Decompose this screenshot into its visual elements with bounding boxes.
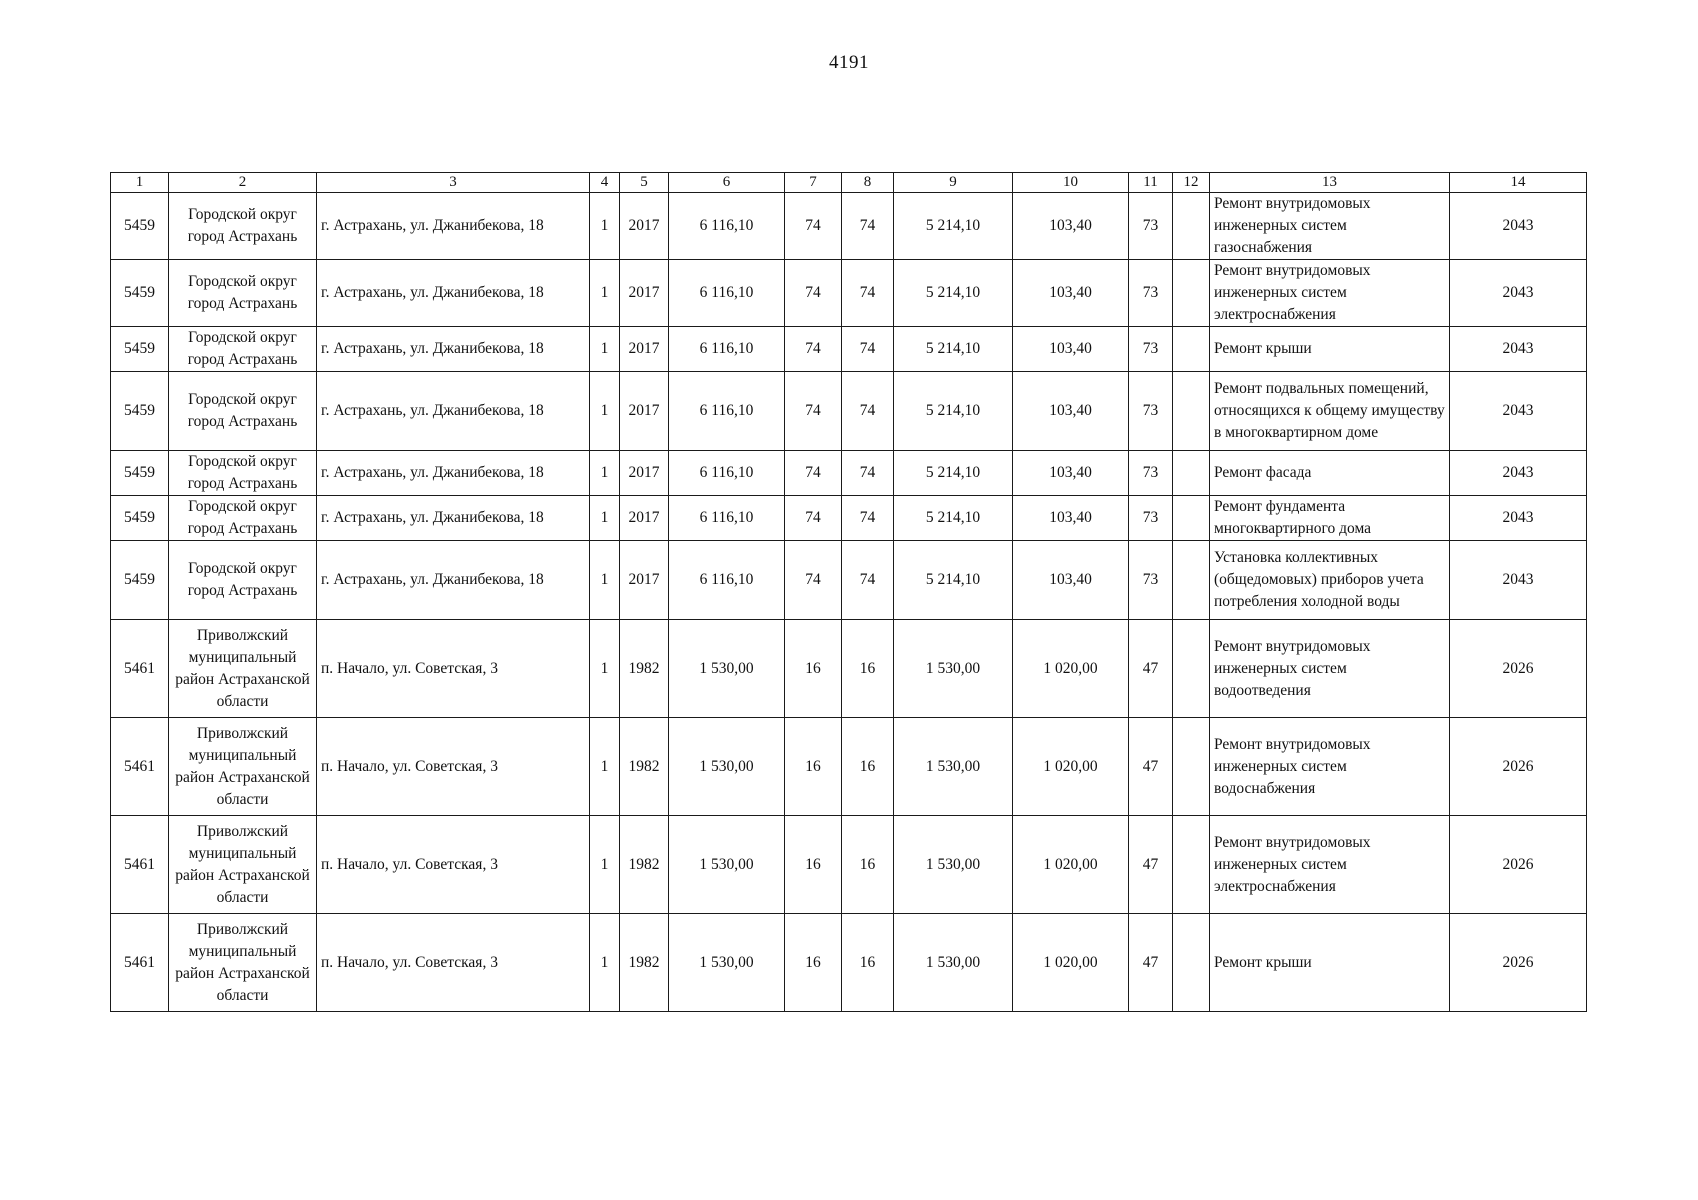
address-cell: п. Начало, ул. Советская, 3: [317, 620, 590, 718]
table-row: [111, 327, 1587, 372]
house-id-cell: 5459: [111, 327, 169, 372]
year-cell: 2017: [620, 496, 669, 541]
year-cell: 2017: [620, 541, 669, 620]
living-area-cell: 5 214,10: [894, 260, 1013, 327]
work-type-cell: Ремонт внутридомовых инженерных систем электроснабжения: [1210, 816, 1450, 914]
work-type-cell: Установка коллективных (общедомовых) приборов учета потребления холодной воды: [1210, 541, 1450, 620]
planned-year-cell: 2043: [1450, 496, 1587, 541]
year-cell: 1982: [620, 816, 669, 914]
total-area-cell: 1 530,00: [669, 718, 785, 816]
column-header: 11: [1129, 173, 1173, 193]
col7-cell: 16: [785, 718, 842, 816]
house-id-cell: 5461: [111, 620, 169, 718]
house-id-cell: 5459: [111, 451, 169, 496]
municipality-cell: Городской округ город Астрахань: [169, 451, 317, 496]
address-cell: г. Астрахань, ул. Джанибекова, 18: [317, 541, 590, 620]
column-header: 6: [669, 173, 785, 193]
year-cell: 1982: [620, 914, 669, 1012]
total-area-cell: 6 116,10: [669, 193, 785, 260]
col10-cell: 103,40: [1013, 372, 1129, 451]
living-area-cell: 5 214,10: [894, 451, 1013, 496]
page-number: 4191: [829, 52, 869, 73]
planned-year-cell: 2026: [1450, 914, 1587, 1012]
col4-cell: 1: [590, 193, 620, 260]
col10-cell: 103,40: [1013, 260, 1129, 327]
table-row: [111, 193, 1587, 260]
planned-year-cell: 2026: [1450, 816, 1587, 914]
planned-year-cell: 2043: [1450, 327, 1587, 372]
work-type-cell: Ремонт крыши: [1210, 914, 1450, 1012]
col12-cell: [1173, 718, 1210, 816]
column-header: 1: [111, 173, 169, 193]
col10-cell: 1 020,00: [1013, 914, 1129, 1012]
col4-cell: 1: [590, 260, 620, 327]
living-area-cell: 1 530,00: [894, 914, 1013, 1012]
living-area-cell: 1 530,00: [894, 816, 1013, 914]
total-area-cell: 6 116,10: [669, 372, 785, 451]
col8-cell: 74: [842, 193, 894, 260]
col7-cell: 74: [785, 451, 842, 496]
column-header: 9: [894, 173, 1013, 193]
planned-year-cell: 2043: [1450, 541, 1587, 620]
total-area-cell: 6 116,10: [669, 451, 785, 496]
col11-cell: 73: [1129, 451, 1173, 496]
table-row: [111, 718, 1587, 816]
year-cell: 2017: [620, 193, 669, 260]
municipality-cell: Приволжский муниципальный район Астраханской области: [169, 620, 317, 718]
planned-year-cell: 2043: [1450, 193, 1587, 260]
planned-year-cell: 2043: [1450, 260, 1587, 327]
column-header: 12: [1173, 173, 1210, 193]
work-type-cell: Ремонт фасада: [1210, 451, 1450, 496]
col12-cell: [1173, 496, 1210, 541]
col12-cell: [1173, 327, 1210, 372]
living-area-cell: 5 214,10: [894, 327, 1013, 372]
col8-cell: 16: [842, 718, 894, 816]
table-row: [111, 372, 1587, 451]
col4-cell: 1: [590, 496, 620, 541]
house-id-cell: 5461: [111, 914, 169, 1012]
col8-cell: 74: [842, 496, 894, 541]
total-area-cell: 6 116,10: [669, 327, 785, 372]
column-header: 10: [1013, 173, 1129, 193]
house-id-cell: 5459: [111, 260, 169, 327]
table-row: [111, 496, 1587, 541]
total-area-cell: 1 530,00: [669, 914, 785, 1012]
total-area-cell: 6 116,10: [669, 260, 785, 327]
col7-cell: 16: [785, 816, 842, 914]
column-header: 5: [620, 173, 669, 193]
year-cell: 1982: [620, 718, 669, 816]
total-area-cell: 1 530,00: [669, 620, 785, 718]
col12-cell: [1173, 541, 1210, 620]
living-area-cell: 1 530,00: [894, 718, 1013, 816]
col4-cell: 1: [590, 620, 620, 718]
living-area-cell: 1 530,00: [894, 620, 1013, 718]
living-area-cell: 5 214,10: [894, 496, 1013, 541]
col4-cell: 1: [590, 816, 620, 914]
house-id-cell: 5459: [111, 541, 169, 620]
column-header: 14: [1450, 173, 1587, 193]
col10-cell: 103,40: [1013, 451, 1129, 496]
col10-cell: 1 020,00: [1013, 816, 1129, 914]
col8-cell: 16: [842, 620, 894, 718]
address-cell: г. Астрахань, ул. Джанибекова, 18: [317, 451, 590, 496]
municipality-cell: Приволжский муниципальный район Астраханской области: [169, 718, 317, 816]
col11-cell: 73: [1129, 327, 1173, 372]
year-cell: 2017: [620, 451, 669, 496]
col10-cell: 1 020,00: [1013, 620, 1129, 718]
col8-cell: 16: [842, 914, 894, 1012]
housing-register-table: [110, 172, 1587, 1012]
municipality-cell: Приволжский муниципальный район Астраханской области: [169, 816, 317, 914]
col7-cell: 16: [785, 914, 842, 1012]
col12-cell: [1173, 260, 1210, 327]
work-type-cell: Ремонт подвальных помещений, относящихся к общему имуществу в многоквартирном доме: [1210, 372, 1450, 451]
col8-cell: 74: [842, 327, 894, 372]
col7-cell: 74: [785, 327, 842, 372]
address-cell: г. Астрахань, ул. Джанибекова, 18: [317, 327, 590, 372]
table-row: [111, 451, 1587, 496]
col10-cell: 103,40: [1013, 541, 1129, 620]
col11-cell: 47: [1129, 718, 1173, 816]
col11-cell: 73: [1129, 193, 1173, 260]
work-type-cell: Ремонт внутридомовых инженерных систем электроснабжения: [1210, 260, 1450, 327]
municipality-cell: Городской округ город Астрахань: [169, 372, 317, 451]
column-header: 8: [842, 173, 894, 193]
house-id-cell: 5459: [111, 193, 169, 260]
municipality-cell: Приволжский муниципальный район Астраханской области: [169, 914, 317, 1012]
table-row: [111, 260, 1587, 327]
col4-cell: 1: [590, 718, 620, 816]
address-cell: г. Астрахань, ул. Джанибекова, 18: [317, 193, 590, 260]
col8-cell: 74: [842, 451, 894, 496]
column-header: 2: [169, 173, 317, 193]
col10-cell: 103,40: [1013, 327, 1129, 372]
col4-cell: 1: [590, 451, 620, 496]
col7-cell: 74: [785, 193, 842, 260]
col12-cell: [1173, 816, 1210, 914]
year-cell: 2017: [620, 372, 669, 451]
column-header: 7: [785, 173, 842, 193]
column-number-row: [111, 173, 1587, 193]
municipality-cell: Городской округ город Астрахань: [169, 541, 317, 620]
col7-cell: 74: [785, 541, 842, 620]
column-header: 4: [590, 173, 620, 193]
living-area-cell: 5 214,10: [894, 541, 1013, 620]
col7-cell: 74: [785, 496, 842, 541]
column-header: 13: [1210, 173, 1450, 193]
living-area-cell: 5 214,10: [894, 193, 1013, 260]
address-cell: п. Начало, ул. Советская, 3: [317, 914, 590, 1012]
house-id-cell: 5461: [111, 816, 169, 914]
planned-year-cell: 2043: [1450, 372, 1587, 451]
address-cell: г. Астрахань, ул. Джанибекова, 18: [317, 372, 590, 451]
col10-cell: 1 020,00: [1013, 718, 1129, 816]
col12-cell: [1173, 914, 1210, 1012]
work-type-cell: Ремонт внутридомовых инженерных систем газоснабжения: [1210, 193, 1450, 260]
municipality-cell: Городской округ город Астрахань: [169, 260, 317, 327]
col7-cell: 74: [785, 260, 842, 327]
col4-cell: 1: [590, 327, 620, 372]
col10-cell: 103,40: [1013, 193, 1129, 260]
col4-cell: 1: [590, 372, 620, 451]
year-cell: 2017: [620, 327, 669, 372]
col11-cell: 47: [1129, 620, 1173, 718]
municipality-cell: Городской округ город Астрахань: [169, 193, 317, 260]
col8-cell: 74: [842, 372, 894, 451]
col7-cell: 74: [785, 372, 842, 451]
planned-year-cell: 2026: [1450, 620, 1587, 718]
col11-cell: 47: [1129, 914, 1173, 1012]
year-cell: 1982: [620, 620, 669, 718]
address-cell: г. Астрахань, ул. Джанибекова, 18: [317, 260, 590, 327]
column-header: 3: [317, 173, 590, 193]
col11-cell: 73: [1129, 541, 1173, 620]
planned-year-cell: 2026: [1450, 718, 1587, 816]
total-area-cell: 6 116,10: [669, 541, 785, 620]
col4-cell: 1: [590, 541, 620, 620]
col8-cell: 74: [842, 260, 894, 327]
col12-cell: [1173, 620, 1210, 718]
work-type-cell: Ремонт внутридомовых инженерных систем водоотведения: [1210, 620, 1450, 718]
col10-cell: 103,40: [1013, 496, 1129, 541]
living-area-cell: 5 214,10: [894, 372, 1013, 451]
col8-cell: 16: [842, 816, 894, 914]
municipality-cell: Городской округ город Астрахань: [169, 327, 317, 372]
col11-cell: 47: [1129, 816, 1173, 914]
work-type-cell: Ремонт внутридомовых инженерных систем водоснабжения: [1210, 718, 1450, 816]
col11-cell: 73: [1129, 372, 1173, 451]
house-id-cell: 5461: [111, 718, 169, 816]
table-row: [111, 816, 1587, 914]
planned-year-cell: 2043: [1450, 451, 1587, 496]
col4-cell: 1: [590, 914, 620, 1012]
year-cell: 2017: [620, 260, 669, 327]
col7-cell: 16: [785, 620, 842, 718]
house-id-cell: 5459: [111, 372, 169, 451]
house-id-cell: 5459: [111, 496, 169, 541]
table-row: [111, 541, 1587, 620]
table-row: [111, 620, 1587, 718]
total-area-cell: 1 530,00: [669, 816, 785, 914]
address-cell: п. Начало, ул. Советская, 3: [317, 718, 590, 816]
col12-cell: [1173, 372, 1210, 451]
work-type-cell: Ремонт крыши: [1210, 327, 1450, 372]
total-area-cell: 6 116,10: [669, 496, 785, 541]
col12-cell: [1173, 193, 1210, 260]
address-cell: п. Начало, ул. Советская, 3: [317, 816, 590, 914]
col11-cell: 73: [1129, 496, 1173, 541]
work-type-cell: Ремонт фундамента многоквартирного дома: [1210, 496, 1450, 541]
municipality-cell: Городской округ город Астрахань: [169, 496, 317, 541]
col11-cell: 73: [1129, 260, 1173, 327]
col8-cell: 74: [842, 541, 894, 620]
table-row: [111, 914, 1587, 1012]
col12-cell: [1173, 451, 1210, 496]
address-cell: г. Астрахань, ул. Джанибекова, 18: [317, 496, 590, 541]
